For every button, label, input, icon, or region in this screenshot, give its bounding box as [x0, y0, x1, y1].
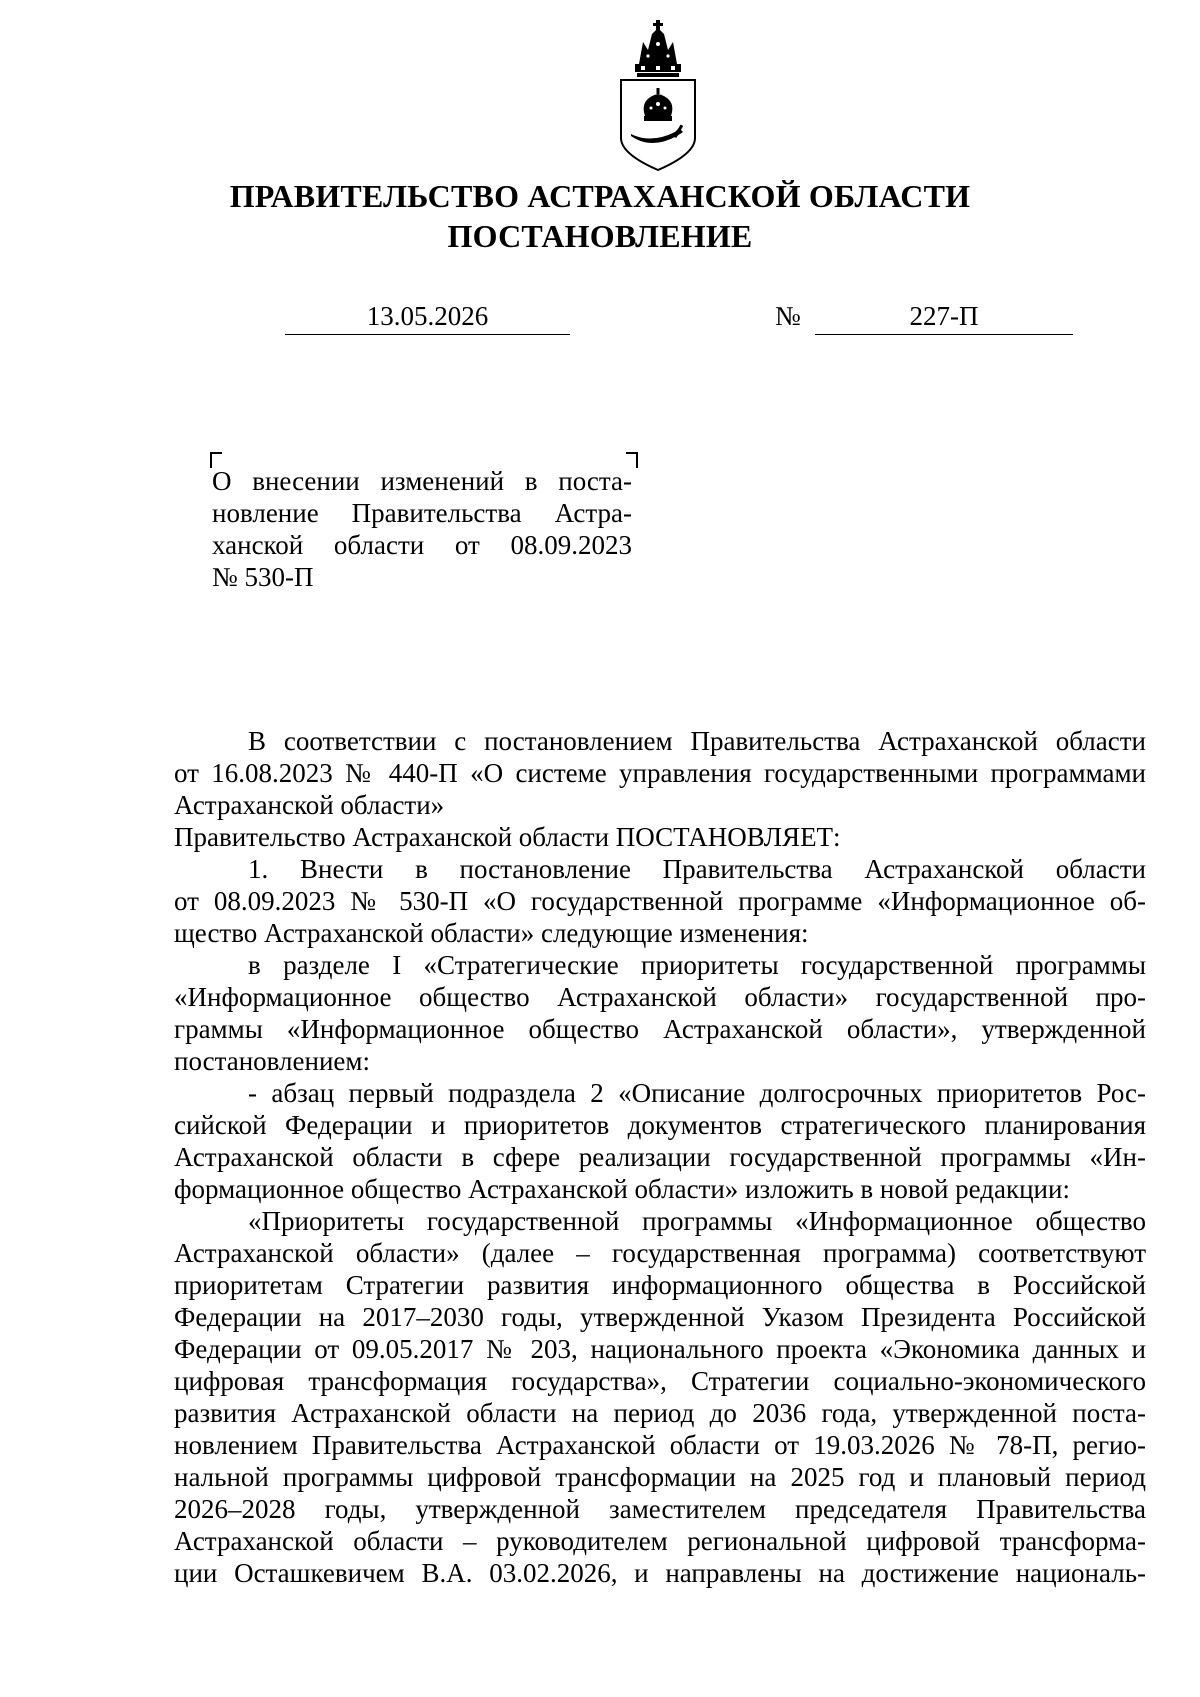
document-type-title: ПОСТАНОВЛЕНИЕ [447, 218, 753, 254]
body-line: нальной программы цифровой трансформации на 2025 год и плановый период [174, 1462, 1146, 1492]
body-line: Астраханской области – руководителем региональной цифровой трансформа- [174, 1526, 1146, 1556]
body-line: Федерации от 09.05.2017 № 203, национального проекта «Экономика данных и [174, 1334, 1146, 1364]
document-subject [212, 465, 632, 593]
body-line: «Приоритеты государственной программы «Информационное общество [248, 1206, 1146, 1236]
subject-line: О внесении изменений в поста- [212, 466, 632, 496]
body-line: сийской Федерации и приоритетов документов стратегического планирования [174, 1110, 1146, 1140]
body-line: постановлением: [174, 1046, 370, 1076]
body-line: цифровая трансформация государства», Стратегии социально-экономического [174, 1366, 1146, 1396]
subject-line: новление Правительства Астра- [212, 498, 632, 528]
body-line: В соответствии с постановлением Правительства Астраханской области [248, 726, 1146, 756]
body-line: формационное общество Астраханской области» изложить в новой редакции: [174, 1174, 1070, 1204]
body-line: развития Астраханской области на период до 2036 года, утвержденной поста- [174, 1398, 1146, 1428]
body-line: - абзац первый подраздела 2 «Описание долгосрочных приоритетов Рос- [248, 1078, 1146, 1108]
subject-line: № 530-П [212, 562, 314, 592]
organization-title: ПРАВИТЕЛЬСТВО АСТРАХАНСКОЙ ОБЛАСТИ [229, 178, 971, 214]
document-number: 227-П [815, 300, 1073, 335]
body-line: Астраханской области» (далее – государственная программа) соответствуют [174, 1238, 1146, 1268]
body-line: Федерации на 2017–2030 годы, утвержденной Указом Президента Российской [174, 1302, 1146, 1332]
body-line: Правительство Астраханской области ПОСТАНОВЛЯЕТ: [174, 822, 841, 852]
body-line: Астраханской области в сфере реализации государственной программы «Ин- [174, 1142, 1146, 1172]
body-line: новлением Правительства Астраханской области от 19.03.2026 № 78-П, регио- [174, 1430, 1146, 1460]
body-line: граммы «Информационное общество Астраханской области», утвержденной [174, 1014, 1146, 1044]
number-sign: № [775, 301, 801, 331]
body-line: «Информационное общество Астраханской области» государственной про- [174, 982, 1146, 1012]
body-line: от 16.08.2023 № 440-П «О системе управления государственными программами [174, 758, 1146, 788]
body-line: щество Астраханской области» следующие изменения: [174, 918, 809, 948]
body-line: 1. Внести в постановление Правительства Астраханской области [248, 854, 1146, 884]
body-line: 2026–2028 годы, утвержденной заместителем председателя Правительства [174, 1494, 1146, 1524]
astrakhan-coat-of-arms-icon [617, 20, 699, 172]
body-line: ции Осташкевичем В.А. 03.02.2026, и направлены на достижение националь- [174, 1558, 1146, 1588]
body-line: Астраханской области» [174, 790, 445, 820]
subject-line: ханской области от 08.09.2023 [212, 530, 632, 560]
body-line: от 08.09.2023 № 530-П «О государственной программе «Информационное об- [174, 886, 1146, 916]
document-body [174, 725, 1146, 1589]
body-line: в разделе I «Стратегические приоритеты государственной программы [248, 950, 1146, 980]
document-date: 13.05.2026 [285, 300, 570, 335]
body-line: приоритетам Стратегии развития информационного общества в Российской [174, 1270, 1146, 1300]
